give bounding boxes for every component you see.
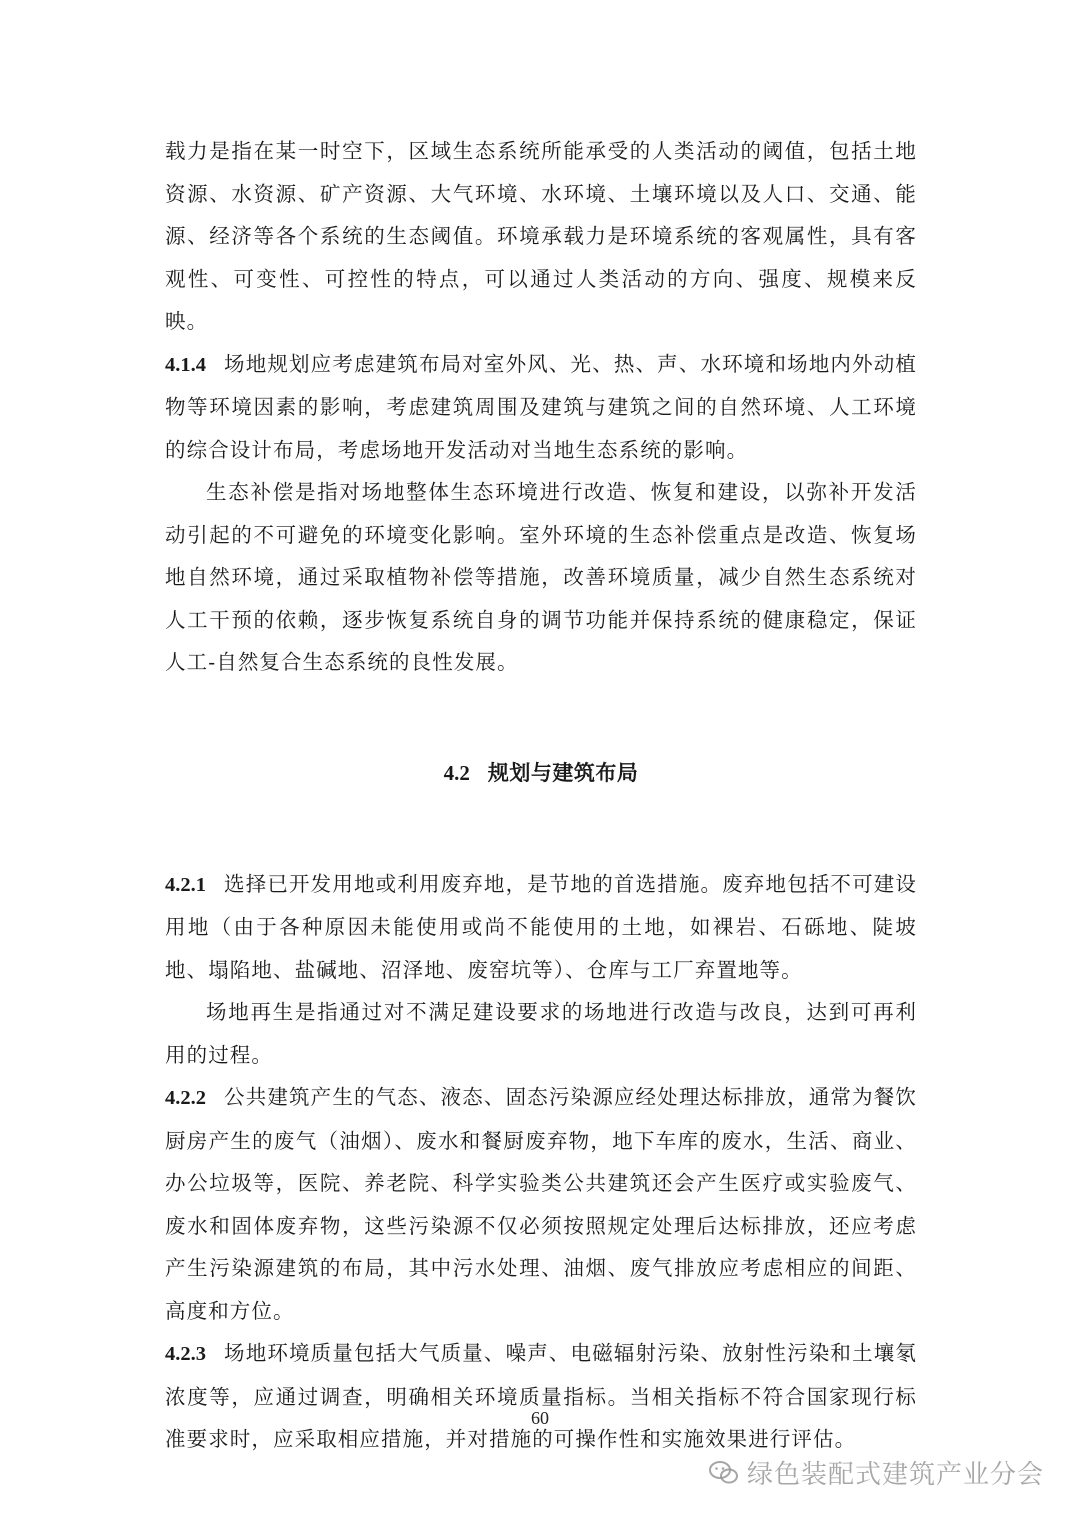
section-title: 规划与建筑布局 [487,759,639,785]
paragraph-carrying-capacity: 载力是指在某一时空下，区域生态系统所能承受的人类活动的阈值，包括土地资源、水资源、矿产资源、大气环境、水环境、土壤环境以及人口、交通、能源、经济等各个系统的生态阈值。环境承载力是环境系统的客观属性，具有客观性、可变性、可控性的特点，可以通过人类活动的方向、强度、规模来反映。 [165,139,917,333]
clause-4-1-4 [165,343,917,472]
clause-text: 公共建筑产生的气态、液态、固态污染源应经处理达标排放，通常为餐饮厨房产生的废气（油烟）、废水和餐厨废弃物，地下车库的废水，生活、商业、办公垃圾等，医院、养老院、科学实验类公共建筑还会产生医疗或实验废气、废水和固体废弃物，这些污染源不仅必须按照规定处理后达标排放，还应考虑产生污染源建筑的布局，其中污水处理、油烟、废气排放应考虑相应的间距、高度和方位。 [165,1085,917,1323]
section-number: 4.2 [443,760,470,785]
section-heading [165,753,917,793]
wechat-icon [709,1460,739,1486]
clause-4-2-3 [165,1332,917,1461]
clause-4-2-1 [165,863,917,992]
watermark [709,1454,1044,1491]
clause-number: 4.2.3 [165,1343,206,1365]
paragraph-ecological-compensation: 生态补偿是指对场地整体生态环境进行改造、恢复和建设，以弥补开发活动引起的不可避免的环境变化影响。室外环境的生态补偿重点是改造、恢复场地自然环境，通过采取植物补偿等措施，改善环境质量，减少自然生态系统对人工干预的依赖，逐步恢复系统自身的调节功能并保持系统的健康稳定，保证人工-自然复合生态系统的良性发展。 [165,480,917,674]
paragraph-site-regeneration: 场地再生是指通过对不满足建设要求的场地进行改造与改良，达到可再利用的过程。 [165,1000,917,1067]
clause-number: 4.1.4 [165,353,206,376]
page-number: 60 [531,1408,549,1428]
clause-text: 场地环境质量包括大气质量、噪声、电磁辐射污染、放射性污染和土壤氡浓度等，应通过调查，明确相关环境质量指标。当相关指标不符合国家现行标准要求时，应采取相应措施，并对措施的可操作性和实施效果进行评估。 [165,1341,917,1451]
clause-4-2-2 [165,1076,917,1332]
document-page [165,130,917,1461]
clause-number: 4.2.1 [165,873,206,896]
clause-text: 场地规划应考虑建筑布局对室外风、光、热、声、水环境和场地内外动植物等环境因素的影响，考虑建筑周围及建筑与建筑之间的自然环境、人工环境的综合设计布局，考虑场地开发活动对当地生态系统的影响。 [165,351,917,462]
clause-text: 选择已开发用地或利用废弃地，是节地的首选措施。废弃地包括不可建设用地（由于各种原因未能使用或尚不能使用的土地，如裸岩、石砾地、陡坡地、塌陷地、盐碱地、沼泽地、废窑坑等）、仓库与工厂弃置地等。 [165,871,917,982]
watermark-text: 绿色装配式建筑产业分会 [746,1460,1044,1490]
clause-number: 4.2.2 [165,1087,206,1109]
